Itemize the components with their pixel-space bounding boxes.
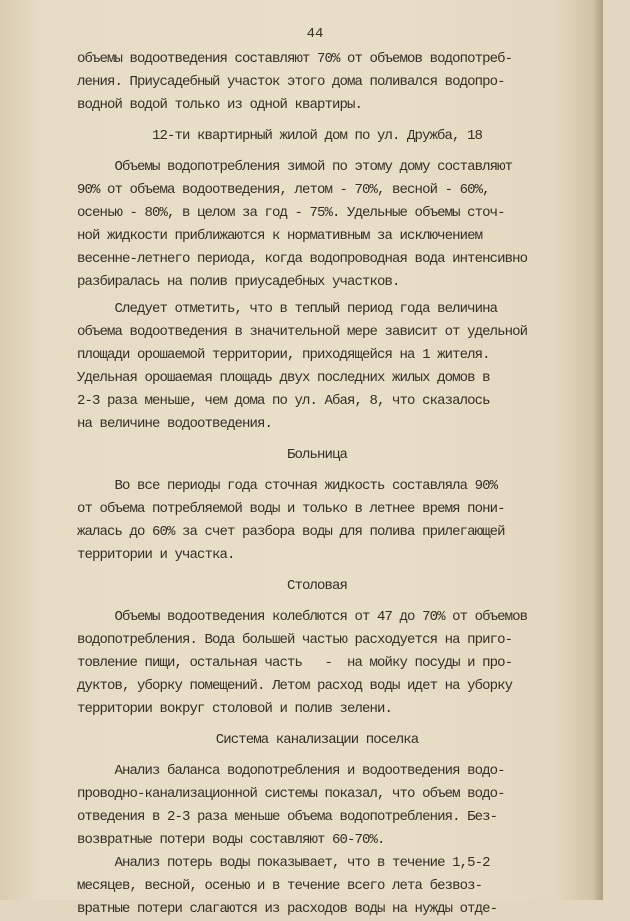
paragraph-loss-analysis bbox=[77, 852, 557, 921]
text-line: от объема потребляемой воды и только в летнее время пони- bbox=[77, 501, 505, 517]
text-line: Удельная орошаемая площадь двух последних жилых домов в bbox=[77, 370, 490, 386]
text-line: ления. Приусадебный участок этого дома поливался водопро- bbox=[77, 74, 505, 90]
text-line: весенне-летнего периода, когда водопроводная вода интенсивно bbox=[77, 251, 528, 267]
text-line: месяцев, весной, осенью и в течение всего лета безвоз- bbox=[77, 878, 483, 894]
section-heading-canteen: Столовая bbox=[286, 578, 347, 594]
text-line: осенью - 80%, в целом за год - 75%. Удельные объемы сточ- bbox=[77, 205, 505, 221]
section-heading-house: 12-ти квартирный жилой дом по ул. Дружба, 18 bbox=[151, 128, 483, 144]
document-body bbox=[77, 48, 557, 921]
text-line: объема водоотведения в значительной мере зависит от удельной bbox=[77, 324, 528, 340]
text-line: площади орошаемой территории, приходящейся на 1 жителя. bbox=[77, 347, 490, 363]
text-line: товление пищи, остальная часть - на мойку посуды и про- bbox=[77, 655, 513, 671]
text-line: Во все периоды года сточная жидкость составляла 90% bbox=[77, 478, 498, 494]
page-edge-shadow bbox=[593, 0, 603, 900]
text-line: объемы водоотведения составляют 70% от объемов водопотреб- bbox=[77, 51, 513, 67]
text-line: ной жидкости приближаются к нормативным за исключением bbox=[77, 228, 483, 244]
text-line: территории и участка. bbox=[77, 547, 235, 563]
text-line: отведения в 2-3 раза меньше объема водопотребления. Без- bbox=[77, 809, 498, 825]
text-line: возвратные потери воды составляют 60-70%. bbox=[77, 832, 385, 848]
text-line: разбиралась на полив приусадебных участков. bbox=[77, 274, 400, 290]
text-line: Объемы водоотведения колеблются от 47 до 70% от объемов bbox=[77, 609, 528, 625]
paragraph-warm-period bbox=[77, 298, 557, 436]
paragraph-canteen bbox=[77, 606, 557, 721]
text-line: водопотребления. Вода большей частью расходуется на приго- bbox=[77, 632, 513, 648]
text-line: вратные потери слагаются из расходов воды на нужды отде- bbox=[77, 901, 498, 917]
text-line: Анализ баланса водопотребления и водоотведения водо- bbox=[77, 763, 505, 779]
text-line: водной водой только из одной квартиры. bbox=[77, 97, 363, 113]
text-line: 2-3 раза меньше, чем дома по ул. Абая, 8, что сказалось bbox=[77, 393, 490, 409]
text-line: на величине водоотведения. bbox=[77, 416, 273, 432]
section-heading-sewerage: Система канализации поселка bbox=[215, 732, 419, 748]
text-line: Объемы водопотребления зимой по этому дому составляют bbox=[77, 159, 513, 175]
text-line: жалась до 60% за счет разбора воды для полива прилегающей bbox=[77, 524, 505, 540]
text-line: 90% от объема водоотведения, летом - 70%, весной - 60%, bbox=[77, 182, 490, 198]
text-line: дуктов, уборку помещений. Летом расход воды идет на уборку bbox=[77, 678, 513, 694]
page-number: 44 bbox=[306, 26, 324, 42]
text-line: проводно-канализационной системы показал, что объем водо- bbox=[77, 786, 505, 802]
text-line: территории вокруг столовой и полив зелени. bbox=[77, 701, 393, 717]
text-line: Следует отметить, что в теплый период года величина bbox=[77, 301, 498, 317]
paragraph-hospital bbox=[77, 475, 557, 567]
section-heading-hospital: Больница bbox=[286, 447, 347, 463]
text-line: Анализ потерь воды показывает, что в течение 1,5-2 bbox=[77, 855, 490, 871]
paragraph-balance-analysis bbox=[77, 760, 557, 852]
paragraph-house-consumption bbox=[77, 156, 557, 294]
intro-paragraph bbox=[77, 48, 557, 117]
